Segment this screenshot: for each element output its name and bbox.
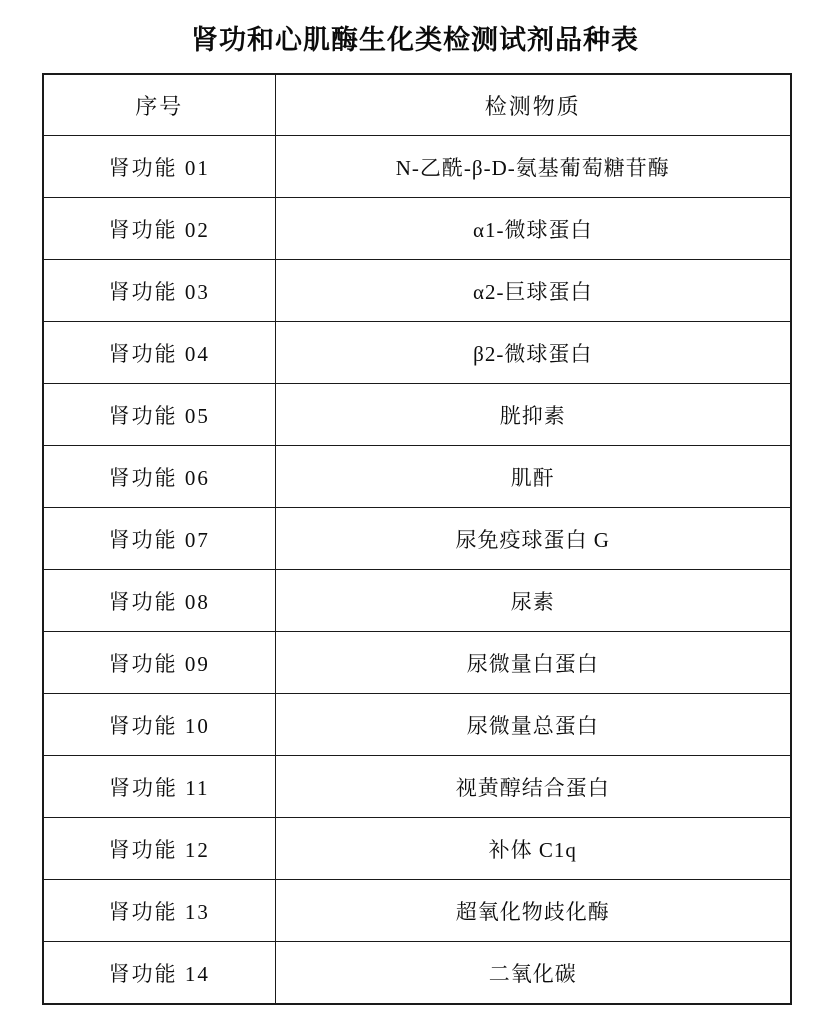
cell-substance: α2-巨球蛋白	[275, 260, 791, 322]
table-row	[43, 322, 791, 384]
table-body	[43, 136, 791, 1005]
table-row	[43, 880, 791, 942]
cell-serial: 肾功能 14	[43, 942, 275, 1005]
table-container	[42, 73, 790, 1005]
cell-serial: 肾功能 06	[43, 446, 275, 508]
cell-substance: β2-微球蛋白	[275, 322, 791, 384]
cell-substance: N-乙酰-β-D-氨基葡萄糖苷酶	[275, 136, 791, 198]
cell-substance: 尿素	[275, 570, 791, 632]
cell-substance: 补体 C1q	[275, 818, 791, 880]
cell-substance: 肌酐	[275, 446, 791, 508]
table-row	[43, 818, 791, 880]
table-row	[43, 632, 791, 694]
cell-serial: 肾功能 09	[43, 632, 275, 694]
cell-serial: 肾功能 13	[43, 880, 275, 942]
cell-serial: 肾功能 11	[43, 756, 275, 818]
cell-serial: 肾功能 02	[43, 198, 275, 260]
reagent-table	[42, 73, 792, 1005]
table-row	[43, 198, 791, 260]
cell-substance: 尿免疫球蛋白 G	[275, 508, 791, 570]
table-row	[43, 508, 791, 570]
cell-serial: 肾功能 05	[43, 384, 275, 446]
cell-serial: 肾功能 03	[43, 260, 275, 322]
cell-serial: 肾功能 01	[43, 136, 275, 198]
table-row	[43, 756, 791, 818]
table-row	[43, 942, 791, 1005]
table-header	[43, 74, 791, 136]
cell-substance: 二氧化碳	[275, 942, 791, 1005]
cell-serial: 肾功能 04	[43, 322, 275, 384]
table-row	[43, 384, 791, 446]
cell-substance: α1-微球蛋白	[275, 198, 791, 260]
column-header-serial: 序号	[43, 74, 275, 136]
cell-substance: 视黄醇结合蛋白	[275, 756, 791, 818]
table-header-row	[43, 74, 791, 136]
table-row	[43, 446, 791, 508]
cell-serial: 肾功能 08	[43, 570, 275, 632]
table-row	[43, 260, 791, 322]
table-row	[43, 136, 791, 198]
document-page	[0, 18, 830, 1011]
cell-serial: 肾功能 12	[43, 818, 275, 880]
table-row	[43, 570, 791, 632]
cell-substance: 胱抑素	[275, 384, 791, 446]
table-row	[43, 694, 791, 756]
column-header-substance: 检测物质	[275, 74, 791, 136]
cell-substance: 尿微量白蛋白	[275, 632, 791, 694]
page-title: 肾功和心肌酶生化类检测试剂品种表	[191, 25, 639, 55]
cell-substance: 尿微量总蛋白	[275, 694, 791, 756]
cell-serial: 肾功能 10	[43, 694, 275, 756]
cell-substance: 超氧化物歧化酶	[275, 880, 791, 942]
cell-serial: 肾功能 07	[43, 508, 275, 570]
